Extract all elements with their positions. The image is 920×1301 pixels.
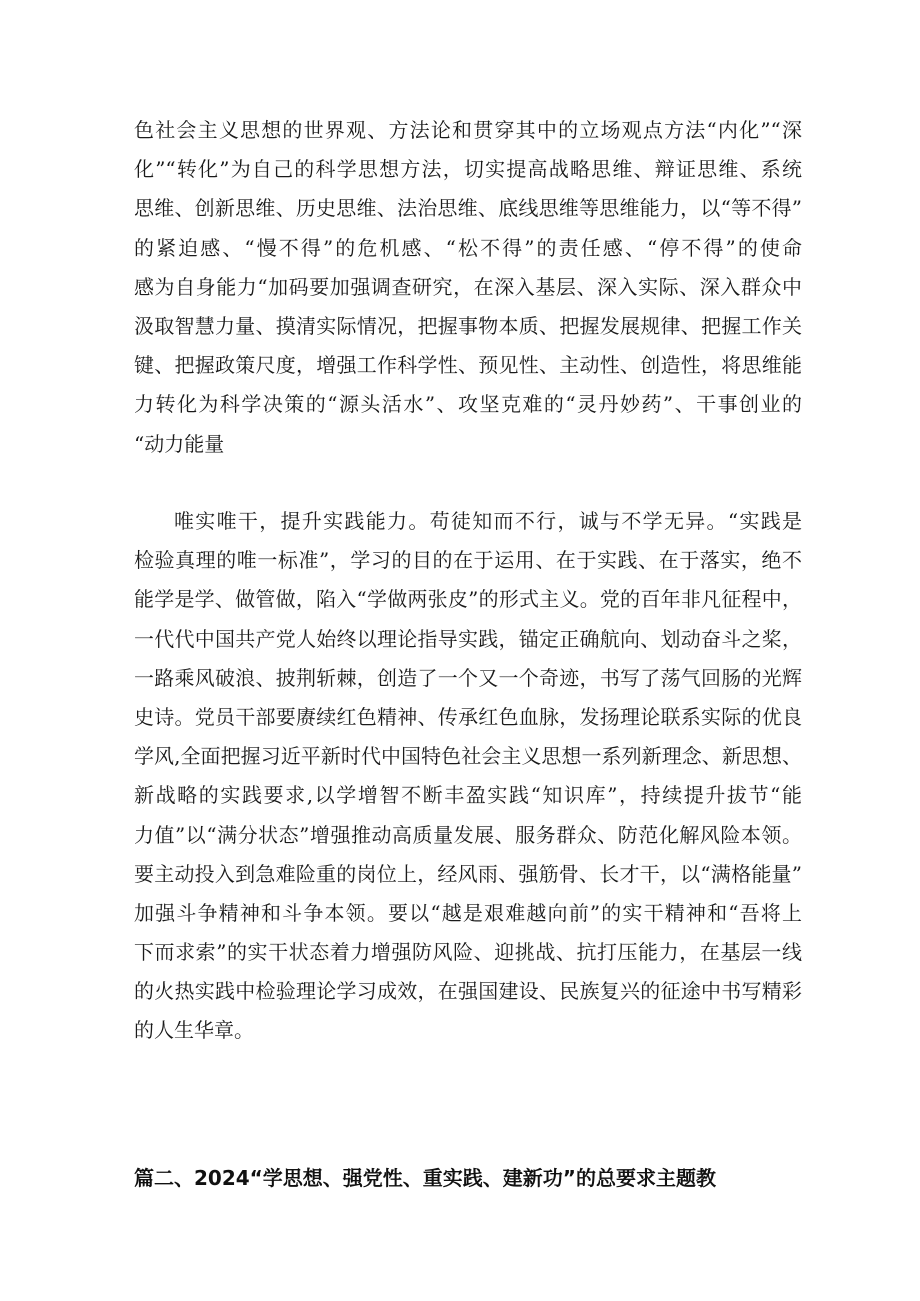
text-line: 新战略的实践要求,以学增智不断丰盈实践“知识库”，持续提升拔节“能: [134, 783, 802, 808]
text-line: 一代代中国共产党人始终以理论指导实践，锚定正确航向、划动奋斗之桨，: [134, 626, 802, 651]
text-line: 要主动投入到急难险重的岗位上，经风雨、强筋骨、长才干，以“满格能量”: [134, 861, 802, 886]
section-heading: 篇二、2024“学思想、强党性、重实践、建新功”的总要求主题教: [134, 1166, 716, 1190]
text-line: 力转化为科学决策的“源头活水”、攻坚克难的“灵丹妙药”、干事创业的: [134, 392, 802, 417]
text-line: 的紧迫感、“慢不得”的危机感、“松不得”的责任感、“停不得”的使命: [134, 235, 802, 260]
text-line: 一路乘风破浪、披荆斩棘，创造了一个又一个奇迹，书写了荡气回肠的光辉: [134, 665, 802, 690]
text-line: 史诗。党员干部要赓续红色精神、传承红色血脉，发扬理论联系实际的优良: [134, 704, 802, 729]
text-line: 思维、创新思维、历史思维、法治思维、底线思维等思维能力，以“等不得”: [134, 196, 802, 221]
text-line: 化”“转化”为自己的科学思想方法，切实提高战略思维、辩证思维、系统: [134, 157, 802, 182]
text-line: 汲取智慧力量、摸清实际情况，把握事物本质、把握发展规律、把握工作关: [134, 313, 802, 338]
text-line: 力值”以“满分状态”增强推动高质量发展、服务群众、防范化解风险本领。: [134, 822, 802, 847]
text-line: 感为自身能力“加码要加强调查研究，在深入基层、深入实际、深入群众中: [134, 274, 802, 299]
paragraph-1: [134, 111, 802, 464]
paragraph-2: [134, 502, 802, 1051]
text-line: 能学是学、做管做，陷入“学做两张皮”的形式主义。党的百年非凡征程中，: [134, 587, 802, 612]
text-line: 的人生华章。: [134, 1018, 254, 1043]
text-line: 唯实唯干，提升实践能力。苟徒知而不行，诚与不学无异。“实践是: [174, 509, 802, 533]
text-line: “动力能量: [134, 431, 225, 456]
text-line: 色社会主义思想的世界观、方法论和贯穿其中的立场观点方法“内化”“深: [134, 118, 802, 142]
text-line: 学风,全面把握习近平新时代中国特色社会主义思想一系列新理念、新思想、: [134, 744, 802, 769]
text-line: 检验真理的唯一标准”，学习的目的在于运用、在于实践、在于落实，绝不: [134, 548, 802, 573]
text-line: 下而求索”的实干状态着力增强防风险、迎挑战、抗打压能力，在基层一线: [134, 940, 802, 965]
text-line: 加强斗争精神和斗争本领。要以“越是艰难越向前”的实干精神和“吾将上: [134, 900, 802, 925]
text-line: 键、把握政策尺度，增强工作科学性、预见性、主动性、创造性，将思维能: [134, 353, 802, 378]
text-line: 的火热实践中检验理论学习成效，在强国建设、民族复兴的征途中书写精彩: [134, 979, 802, 1004]
